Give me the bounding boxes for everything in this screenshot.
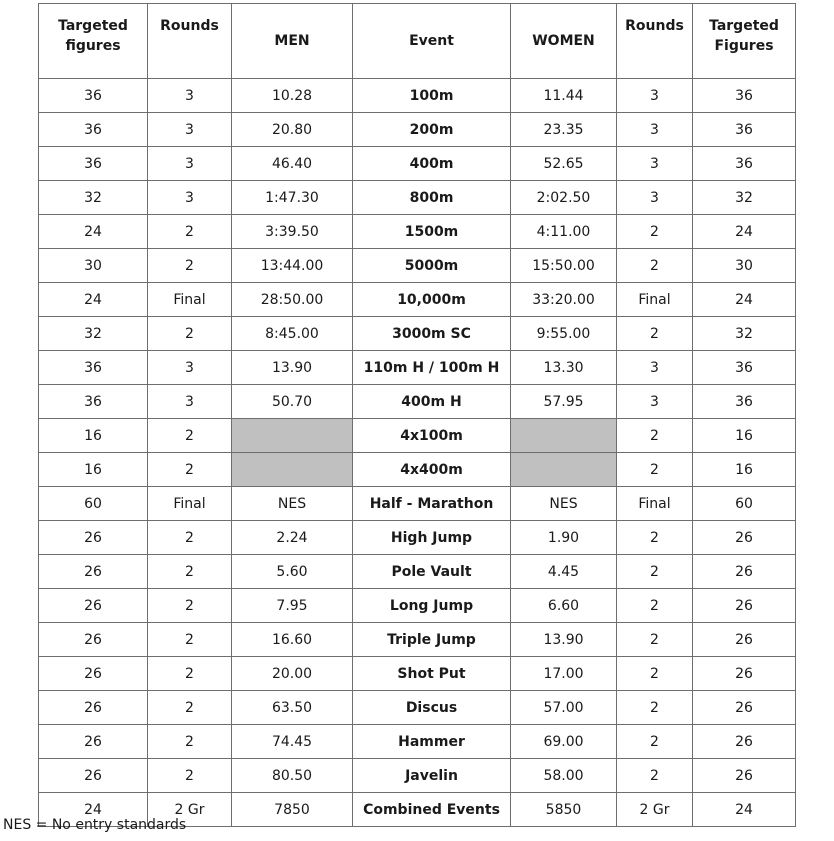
table-row bbox=[39, 623, 796, 657]
women-targeted-cell: 26 bbox=[693, 521, 796, 555]
table-row bbox=[39, 283, 796, 317]
event-cell: High Jump bbox=[353, 521, 511, 555]
event-cell: 4x400m bbox=[353, 453, 511, 487]
header-men-targeted-figures: Targeted figures bbox=[39, 4, 148, 79]
women-rounds-cell: 2 bbox=[617, 691, 693, 725]
entry-standards-table bbox=[38, 3, 796, 827]
footnote: NES = No entry standards bbox=[3, 817, 187, 833]
table-row bbox=[39, 691, 796, 725]
women-standard-cell: 13.30 bbox=[511, 351, 617, 385]
women-targeted-cell: 32 bbox=[693, 181, 796, 215]
table-row bbox=[39, 317, 796, 351]
table-body bbox=[39, 79, 796, 827]
men-rounds-cell: 2 Gr bbox=[148, 793, 232, 827]
header-men: MEN bbox=[232, 4, 353, 79]
women-rounds-cell: 2 bbox=[617, 317, 693, 351]
event-cell: Pole Vault bbox=[353, 555, 511, 589]
women-rounds-cell: 2 bbox=[617, 725, 693, 759]
men-standard-cell: 10.28 bbox=[232, 79, 353, 113]
women-standard-cell: 17.00 bbox=[511, 657, 617, 691]
event-cell: Combined Events bbox=[353, 793, 511, 827]
men-rounds-cell: 2 bbox=[148, 555, 232, 589]
men-targeted-cell: 30 bbox=[39, 249, 148, 283]
men-rounds-cell: 2 bbox=[148, 589, 232, 623]
men-rounds-cell: 3 bbox=[148, 351, 232, 385]
women-rounds-cell: 2 bbox=[617, 215, 693, 249]
header-event: Event bbox=[353, 4, 511, 79]
event-cell: Triple Jump bbox=[353, 623, 511, 657]
men-rounds-cell: Final bbox=[148, 283, 232, 317]
men-standard-cell: 20.80 bbox=[232, 113, 353, 147]
table-row bbox=[39, 419, 796, 453]
women-rounds-cell: 3 bbox=[617, 181, 693, 215]
men-targeted-cell: 24 bbox=[39, 215, 148, 249]
men-standard-cell: 7.95 bbox=[232, 589, 353, 623]
men-standard-cell: 1:47.30 bbox=[232, 181, 353, 215]
event-cell: 5000m bbox=[353, 249, 511, 283]
event-cell: 10,000m bbox=[353, 283, 511, 317]
header-row bbox=[39, 4, 796, 79]
men-rounds-cell: Final bbox=[148, 487, 232, 521]
men-rounds-cell: 2 bbox=[148, 725, 232, 759]
men-targeted-cell: 26 bbox=[39, 759, 148, 793]
women-standard-cell: 11.44 bbox=[511, 79, 617, 113]
women-standard-cell: 57.00 bbox=[511, 691, 617, 725]
table-row bbox=[39, 249, 796, 283]
women-rounds-cell: 3 bbox=[617, 79, 693, 113]
women-standard-cell: 5850 bbox=[511, 793, 617, 827]
men-targeted-cell: 36 bbox=[39, 113, 148, 147]
table-row bbox=[39, 215, 796, 249]
men-rounds-cell: 2 bbox=[148, 215, 232, 249]
women-rounds-cell: 3 bbox=[617, 147, 693, 181]
women-targeted-cell: 26 bbox=[693, 725, 796, 759]
women-rounds-cell: 2 bbox=[617, 521, 693, 555]
table-row bbox=[39, 79, 796, 113]
women-rounds-cell: 2 bbox=[617, 589, 693, 623]
men-rounds-cell: 3 bbox=[148, 181, 232, 215]
women-targeted-cell: 26 bbox=[693, 623, 796, 657]
table-row bbox=[39, 181, 796, 215]
table-row bbox=[39, 657, 796, 691]
header-men-rounds: Rounds bbox=[148, 4, 232, 79]
men-standard-cell: 80.50 bbox=[232, 759, 353, 793]
table-row bbox=[39, 147, 796, 181]
men-rounds-cell: 2 bbox=[148, 317, 232, 351]
men-standard-cell: 50.70 bbox=[232, 385, 353, 419]
table-row bbox=[39, 385, 796, 419]
men-targeted-cell: 26 bbox=[39, 725, 148, 759]
men-targeted-cell: 16 bbox=[39, 419, 148, 453]
women-standard-cell: 15:50.00 bbox=[511, 249, 617, 283]
men-targeted-cell: 26 bbox=[39, 521, 148, 555]
women-targeted-cell: 24 bbox=[693, 793, 796, 827]
women-rounds-cell: 2 bbox=[617, 759, 693, 793]
table-row bbox=[39, 725, 796, 759]
men-standard-cell: 13:44.00 bbox=[232, 249, 353, 283]
event-cell: 200m bbox=[353, 113, 511, 147]
event-cell: 110m H / 100m H bbox=[353, 351, 511, 385]
header-women-targeted-figures: Targeted Figures bbox=[693, 4, 796, 79]
women-targeted-cell: 36 bbox=[693, 147, 796, 181]
men-standard-cell bbox=[232, 453, 353, 487]
men-targeted-cell: 16 bbox=[39, 453, 148, 487]
event-cell: 800m bbox=[353, 181, 511, 215]
women-targeted-cell: 26 bbox=[693, 759, 796, 793]
men-standard-cell: 7850 bbox=[232, 793, 353, 827]
women-standard-cell: 9:55.00 bbox=[511, 317, 617, 351]
men-targeted-cell: 26 bbox=[39, 691, 148, 725]
event-cell: Shot Put bbox=[353, 657, 511, 691]
men-targeted-cell: 26 bbox=[39, 657, 148, 691]
table-row bbox=[39, 487, 796, 521]
table-header bbox=[39, 4, 796, 79]
men-rounds-cell: 2 bbox=[148, 249, 232, 283]
table-row bbox=[39, 351, 796, 385]
women-standard-cell: 57.95 bbox=[511, 385, 617, 419]
women-standard-cell: 69.00 bbox=[511, 725, 617, 759]
men-rounds-cell: 3 bbox=[148, 147, 232, 181]
men-standard-cell: 20.00 bbox=[232, 657, 353, 691]
women-standard-cell: 6.60 bbox=[511, 589, 617, 623]
table-row bbox=[39, 555, 796, 589]
men-targeted-cell: 60 bbox=[39, 487, 148, 521]
men-standard-cell: NES bbox=[232, 487, 353, 521]
women-rounds-cell: 2 bbox=[617, 657, 693, 691]
event-cell: Hammer bbox=[353, 725, 511, 759]
women-rounds-cell: Final bbox=[617, 283, 693, 317]
men-standard-cell: 13.90 bbox=[232, 351, 353, 385]
men-targeted-cell: 36 bbox=[39, 351, 148, 385]
women-standard-cell: 13.90 bbox=[511, 623, 617, 657]
men-standard-cell: 63.50 bbox=[232, 691, 353, 725]
women-targeted-cell: 32 bbox=[693, 317, 796, 351]
women-rounds-cell: 2 bbox=[617, 623, 693, 657]
men-targeted-cell: 32 bbox=[39, 317, 148, 351]
men-targeted-cell: 32 bbox=[39, 181, 148, 215]
table-row bbox=[39, 521, 796, 555]
event-cell: 4x100m bbox=[353, 419, 511, 453]
event-cell: Long Jump bbox=[353, 589, 511, 623]
men-rounds-cell: 2 bbox=[148, 453, 232, 487]
men-rounds-cell: 2 bbox=[148, 623, 232, 657]
event-cell: 1500m bbox=[353, 215, 511, 249]
women-standard-cell: 2:02.50 bbox=[511, 181, 617, 215]
women-standard-cell bbox=[511, 419, 617, 453]
women-targeted-cell: 26 bbox=[693, 657, 796, 691]
women-targeted-cell: 24 bbox=[693, 283, 796, 317]
men-standard-cell: 46.40 bbox=[232, 147, 353, 181]
women-standard-cell: 52.65 bbox=[511, 147, 617, 181]
event-cell: Discus bbox=[353, 691, 511, 725]
table-row bbox=[39, 113, 796, 147]
women-standard-cell bbox=[511, 453, 617, 487]
women-targeted-cell: 30 bbox=[693, 249, 796, 283]
women-targeted-cell: 36 bbox=[693, 113, 796, 147]
table-row bbox=[39, 759, 796, 793]
women-targeted-cell: 26 bbox=[693, 589, 796, 623]
men-rounds-cell: 2 bbox=[148, 759, 232, 793]
men-standard-cell: 8:45.00 bbox=[232, 317, 353, 351]
men-rounds-cell: 3 bbox=[148, 385, 232, 419]
men-targeted-cell: 24 bbox=[39, 793, 148, 827]
men-targeted-cell: 24 bbox=[39, 283, 148, 317]
women-rounds-cell: 3 bbox=[617, 113, 693, 147]
women-standard-cell: 23.35 bbox=[511, 113, 617, 147]
header-women-rounds: Rounds bbox=[617, 4, 693, 79]
women-rounds-cell: 3 bbox=[617, 385, 693, 419]
women-targeted-cell: 16 bbox=[693, 453, 796, 487]
women-standard-cell: 1.90 bbox=[511, 521, 617, 555]
women-targeted-cell: 24 bbox=[693, 215, 796, 249]
men-rounds-cell: 2 bbox=[148, 521, 232, 555]
women-rounds-cell: 2 bbox=[617, 249, 693, 283]
table-row bbox=[39, 453, 796, 487]
men-standard-cell: 3:39.50 bbox=[232, 215, 353, 249]
men-targeted-cell: 26 bbox=[39, 589, 148, 623]
men-rounds-cell: 3 bbox=[148, 79, 232, 113]
header-women: WOMEN bbox=[511, 4, 617, 79]
women-targeted-cell: 36 bbox=[693, 385, 796, 419]
men-targeted-cell: 36 bbox=[39, 147, 148, 181]
women-targeted-cell: 36 bbox=[693, 79, 796, 113]
women-rounds-cell: 2 bbox=[617, 453, 693, 487]
men-targeted-cell: 36 bbox=[39, 385, 148, 419]
men-targeted-cell: 26 bbox=[39, 555, 148, 589]
women-rounds-cell: Final bbox=[617, 487, 693, 521]
men-targeted-cell: 26 bbox=[39, 623, 148, 657]
event-cell: Javelin bbox=[353, 759, 511, 793]
men-targeted-cell: 36 bbox=[39, 79, 148, 113]
women-standard-cell: NES bbox=[511, 487, 617, 521]
men-standard-cell: 2.24 bbox=[232, 521, 353, 555]
women-rounds-cell: 2 bbox=[617, 555, 693, 589]
women-targeted-cell: 26 bbox=[693, 691, 796, 725]
men-rounds-cell: 2 bbox=[148, 691, 232, 725]
women-targeted-cell: 36 bbox=[693, 351, 796, 385]
event-cell: 400m H bbox=[353, 385, 511, 419]
women-standard-cell: 4.45 bbox=[511, 555, 617, 589]
men-rounds-cell: 2 bbox=[148, 419, 232, 453]
men-rounds-cell: 3 bbox=[148, 113, 232, 147]
event-cell: 400m bbox=[353, 147, 511, 181]
women-standard-cell: 33:20.00 bbox=[511, 283, 617, 317]
women-targeted-cell: 26 bbox=[693, 555, 796, 589]
women-targeted-cell: 60 bbox=[693, 487, 796, 521]
event-cell: Half - Marathon bbox=[353, 487, 511, 521]
men-standard-cell bbox=[232, 419, 353, 453]
women-rounds-cell: 2 bbox=[617, 419, 693, 453]
men-standard-cell: 74.45 bbox=[232, 725, 353, 759]
women-targeted-cell: 16 bbox=[693, 419, 796, 453]
women-rounds-cell: 2 Gr bbox=[617, 793, 693, 827]
men-standard-cell: 16.60 bbox=[232, 623, 353, 657]
table-row bbox=[39, 589, 796, 623]
women-rounds-cell: 3 bbox=[617, 351, 693, 385]
men-standard-cell: 5.60 bbox=[232, 555, 353, 589]
women-standard-cell: 4:11.00 bbox=[511, 215, 617, 249]
women-standard-cell: 58.00 bbox=[511, 759, 617, 793]
men-rounds-cell: 2 bbox=[148, 657, 232, 691]
event-cell: 3000m SC bbox=[353, 317, 511, 351]
event-cell: 100m bbox=[353, 79, 511, 113]
men-standard-cell: 28:50.00 bbox=[232, 283, 353, 317]
